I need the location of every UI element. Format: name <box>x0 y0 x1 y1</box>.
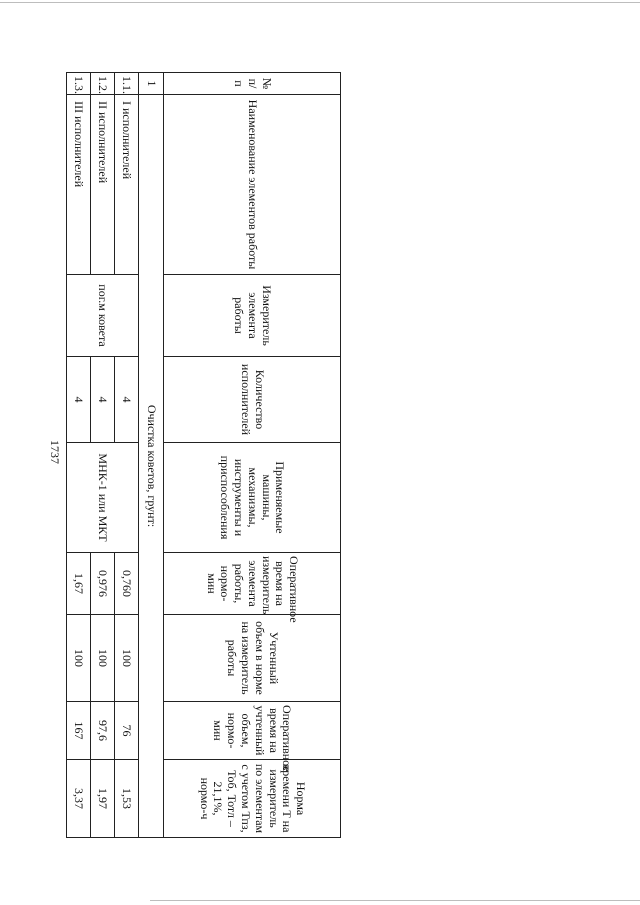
page-number: 1737 <box>48 440 62 464</box>
row-name: III исполнителей <box>67 95 91 275</box>
section-num: 1 <box>139 73 164 95</box>
header-measure: Измеритель элемента работы <box>164 275 341 357</box>
row-volume: 100 <box>115 615 139 702</box>
row-total-time: 97,6 <box>91 702 115 760</box>
row-total-time: 167 <box>67 702 91 760</box>
section-row <box>139 73 164 838</box>
row-count: 4 <box>67 357 91 443</box>
header-element-name: Наименование элементов работы <box>164 95 341 275</box>
section-title: Очистка коветов, грунт: <box>139 95 164 838</box>
header-volume: Учтенный объем в норме на измеритель работы <box>164 615 341 702</box>
scan-bottom-edge <box>150 900 640 901</box>
row-norm: 1,97 <box>91 760 115 838</box>
header-worker-count: Количество исполнителей <box>164 357 341 443</box>
row-op-time: 1,67 <box>67 553 91 615</box>
table-canvas <box>72 72 341 837</box>
table-row <box>115 73 139 838</box>
row-volume: 100 <box>91 615 115 702</box>
machines-cell: МНК-1 или МКТ <box>67 443 139 553</box>
header-norm: Норма времени Т на измеритель по элементам с учетом Тпз, Тоб, Тотл – 21,1%, нормо-ч <box>164 760 341 838</box>
row-count: 4 <box>91 357 115 443</box>
header-machines: Применяемые машины, механизмы, инструменты и приспособления <box>164 443 341 553</box>
row-name: I исполнителей <box>115 95 139 275</box>
header-row <box>164 73 341 838</box>
row-name: II исполнителей <box>91 95 115 275</box>
row-count: 4 <box>115 357 139 443</box>
row-num: 1.2. <box>91 73 115 95</box>
measure-cell: пог.м ковета <box>67 275 139 357</box>
row-num: 1.1. <box>115 73 139 95</box>
norms-table <box>66 72 341 838</box>
row-norm: 3,37 <box>67 760 91 838</box>
scan-top-edge <box>0 2 640 3</box>
row-op-time: 0,760 <box>115 553 139 615</box>
row-volume: 100 <box>67 615 91 702</box>
row-norm: 1,53 <box>115 760 139 838</box>
row-num: 1.3. <box>67 73 91 95</box>
row-op-time: 0,976 <box>91 553 115 615</box>
header-num: № п/п <box>164 73 341 95</box>
header-op-time: Оперативное время на измеритель элемента работы, нормо-мин <box>164 553 341 615</box>
header-total-time: Оперативное время на учтенный объем, нормо-мин <box>164 702 341 760</box>
norms-table-rotated <box>72 72 341 837</box>
row-total-time: 76 <box>115 702 139 760</box>
